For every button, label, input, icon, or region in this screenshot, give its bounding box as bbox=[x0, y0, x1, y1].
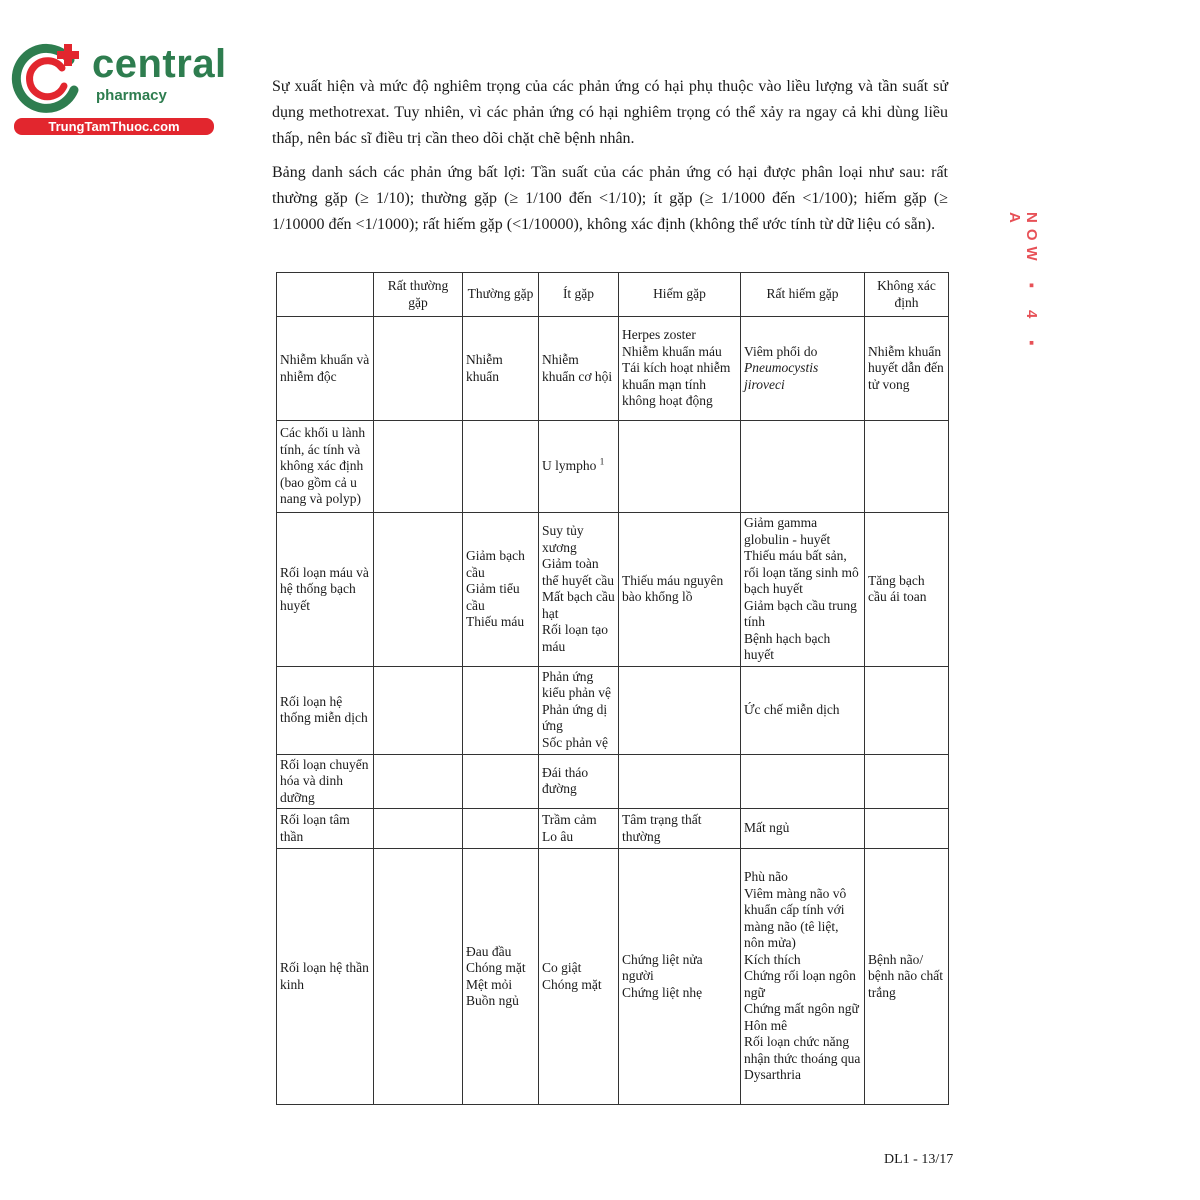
header-very-rare: Rất hiếm gặp bbox=[741, 273, 865, 317]
cell-line: Hôn mê bbox=[744, 1017, 788, 1033]
table-row bbox=[277, 666, 949, 754]
cell-line: Herpes zoster bbox=[622, 327, 696, 343]
cell-unknown bbox=[865, 666, 949, 754]
row-label: Rối loạn máu và hệ thống bạch huyết bbox=[277, 513, 374, 667]
adverse-reactions-table bbox=[276, 272, 949, 1105]
cell-text: U lympho bbox=[542, 458, 597, 474]
table-row bbox=[277, 809, 949, 849]
cell-line: Chóng mặt bbox=[466, 960, 526, 975]
cell-line: Giảm bạch cầu trung tính bbox=[744, 597, 857, 629]
cell-very-rare bbox=[741, 849, 865, 1105]
cell-line: Sốc phản vệ bbox=[542, 734, 608, 750]
brand-logo bbox=[8, 38, 227, 138]
cell-line: Rối loạn chức năng nhận thức thoáng qua bbox=[744, 1034, 861, 1066]
header-unknown: Không xác định bbox=[865, 273, 949, 317]
cell-rare: Thiếu máu nguyên bào khổng lồ bbox=[619, 513, 741, 667]
row-label: Nhiễm khuẩn và nhiễm độc bbox=[277, 317, 374, 421]
cell-line: Buồn ngủ bbox=[466, 993, 519, 1008]
paragraph-frequency: Bảng danh sách các phản ứng bất lợi: Tần suất của các phản ứng có hại được phân loại như sau: rất thường gặp (≥ 1/10); thường gặp (≥ 1/100 đến <1/10); ít gặp (≥ 1/1000 đến <1/100); hiếm gặp (≥ 1/10000 đến <1/1000); rất hiếm gặp (<1/10000), không xác định (không thể ước tính từ dữ liệu có sẵn). bbox=[272, 164, 948, 233]
brand-site-banner: TrungTamThuoc.com bbox=[14, 118, 214, 135]
cell-line: Mệt mỏi bbox=[466, 976, 513, 992]
cell-line: Suy tủy xương bbox=[542, 523, 584, 555]
cell-common bbox=[463, 809, 539, 849]
cell-uncommon bbox=[539, 513, 619, 667]
cell-very-rare bbox=[741, 421, 865, 513]
page-number: DL1 - 13/17 bbox=[884, 1152, 954, 1167]
cell-line: Giảm bạch cầu bbox=[466, 548, 525, 580]
cell-line: Dysarthria bbox=[744, 1067, 801, 1083]
cell-very-common bbox=[374, 754, 463, 809]
cell-line: Thiếu máu bất sản, rối loạn tăng sinh mô bạch huyết bbox=[744, 548, 859, 596]
table-row bbox=[277, 849, 949, 1105]
cell-line: Thiếu máu bbox=[466, 614, 525, 629]
brand-name: central bbox=[92, 42, 227, 86]
cell-line: Giảm toàn thể huyết cầu bbox=[542, 556, 614, 588]
pharmacy-cross-logo-icon bbox=[8, 38, 92, 118]
cell-very-rare bbox=[741, 754, 865, 809]
cell-line: Tái kích hoạt nhiễm khuẩn mạn tính không hoạt động bbox=[622, 360, 731, 409]
row-label: Rối loạn tâm thần bbox=[277, 809, 374, 849]
cell-line: Trầm cảm bbox=[542, 812, 597, 827]
edge-stamp-mark: NOW ▪ 4 ▪ A bbox=[1006, 212, 1040, 358]
table-row bbox=[277, 754, 949, 809]
footnote-marker: 1 bbox=[599, 456, 605, 467]
header-common: Thường gặp bbox=[463, 273, 539, 317]
cell-unknown bbox=[865, 809, 949, 849]
cell-common bbox=[463, 421, 539, 513]
cell-line: Bệnh hạch bạch huyết bbox=[744, 630, 831, 662]
cell-very-rare: Mất ngủ bbox=[741, 809, 865, 849]
paragraph-severity: Sự xuất hiện và mức độ nghiêm trọng của các phản ứng có hại phụ thuộc vào liều lượng và tần suất sử dụng methotrexat. Tuy nhiên, vì các phản ứng có hại nghiêm trọng có thể xảy ra ngay cả khi dùng liều thấp, nên bác sĩ điều trị cần theo dõi chặt chẽ bệnh nhân. bbox=[272, 78, 948, 147]
cell-line: Giảm gamma globulin - huyết bbox=[744, 515, 831, 547]
cell-line: Phù não bbox=[744, 869, 788, 885]
cell-common bbox=[463, 666, 539, 754]
table-row bbox=[277, 317, 949, 421]
cell-line: Chứng mất ngôn ngữ bbox=[744, 1001, 859, 1017]
header-very-common: Rất thường gặp bbox=[374, 273, 463, 317]
row-label: Rối loạn hệ thần kinh bbox=[277, 849, 374, 1105]
cell-uncommon: Đái tháo đường bbox=[539, 754, 619, 809]
cell-very-rare: Ức chế miễn dịch bbox=[741, 666, 865, 754]
cell-uncommon bbox=[539, 666, 619, 754]
cell-very-common bbox=[374, 849, 463, 1105]
cell-uncommon bbox=[539, 421, 619, 513]
cell-line: Chứng rối loạn ngôn ngữ bbox=[744, 968, 856, 1000]
cell-unknown bbox=[865, 754, 949, 809]
cell-rare bbox=[619, 666, 741, 754]
cell-common bbox=[463, 513, 539, 667]
cell-line: Rối loạn tạo máu bbox=[542, 622, 608, 654]
cell-very-common bbox=[374, 666, 463, 754]
cell-line: Co giật bbox=[542, 960, 582, 975]
brand-subtitle: pharmacy bbox=[96, 87, 167, 104]
cell-common bbox=[463, 849, 539, 1105]
cell-unknown: Nhiễm khuẩn huyết dẫn đến tử vong bbox=[865, 317, 949, 421]
cell-rare bbox=[619, 317, 741, 421]
header-rare: Hiếm gặp bbox=[619, 273, 741, 317]
cell-line: Phản ứng kiểu phản vệ bbox=[542, 668, 611, 701]
cell-rare: Tâm trạng thất thường bbox=[619, 809, 741, 849]
cell-unknown: Tăng bạch cầu ái toan bbox=[865, 513, 949, 667]
cell-line: Lo âu bbox=[542, 828, 574, 844]
cell-line: Chóng mặt bbox=[542, 976, 602, 992]
row-label: Các khối u lành tính, ác tính và không xác định (bao gồm cả u nang và polyp) bbox=[277, 421, 374, 513]
cell-line: Đau đầu bbox=[466, 943, 512, 959]
cell-very-common bbox=[374, 513, 463, 667]
cell-very-common bbox=[374, 421, 463, 513]
cell-line: Viêm màng não vô khuẩn cấp tính với màng não (tê liệt, nôn mửa) bbox=[744, 885, 847, 951]
table-row bbox=[277, 421, 949, 513]
intro-text bbox=[272, 74, 948, 246]
header-organ-class bbox=[277, 273, 374, 317]
cell-line: Phản ứng dị ứng bbox=[542, 701, 608, 734]
table-row bbox=[277, 513, 949, 667]
cell-common: Nhiễm khuẩn bbox=[463, 317, 539, 421]
cell-line: Chứng liệt nhẹ bbox=[622, 984, 703, 1000]
cell-very-common bbox=[374, 317, 463, 421]
cell-line: Giảm tiểu cầu bbox=[466, 581, 520, 613]
cell-uncommon bbox=[539, 809, 619, 849]
row-label: Rối loạn chuyển hóa và dinh dưỡng bbox=[277, 754, 374, 809]
cell-uncommon: Nhiễm khuẩn cơ hội bbox=[539, 317, 619, 421]
cell-line: Mất bạch cầu hạt bbox=[542, 589, 615, 621]
table-header-row bbox=[277, 273, 949, 317]
pathogen-name: Pneumocystis jiroveci bbox=[744, 360, 819, 392]
cell-rare bbox=[619, 849, 741, 1105]
cell-unknown: Bệnh não/ bệnh não chất trắng bbox=[865, 849, 949, 1105]
cell-very-common bbox=[374, 809, 463, 849]
cell-rare bbox=[619, 421, 741, 513]
cell-line: Kích thích bbox=[744, 951, 801, 967]
cell-text: Viêm phổi do bbox=[744, 343, 818, 359]
cell-common bbox=[463, 754, 539, 809]
row-label: Rối loạn hệ thống miễn dịch bbox=[277, 666, 374, 754]
cell-very-rare bbox=[741, 513, 865, 667]
cell-rare bbox=[619, 754, 741, 809]
cell-unknown bbox=[865, 421, 949, 513]
cell-very-rare bbox=[741, 317, 865, 421]
cell-line: Nhiễm khuẩn máu bbox=[622, 343, 722, 359]
cell-uncommon bbox=[539, 849, 619, 1105]
cell-line: Chứng liệt nửa người bbox=[622, 951, 703, 984]
header-uncommon: Ít gặp bbox=[539, 273, 619, 317]
